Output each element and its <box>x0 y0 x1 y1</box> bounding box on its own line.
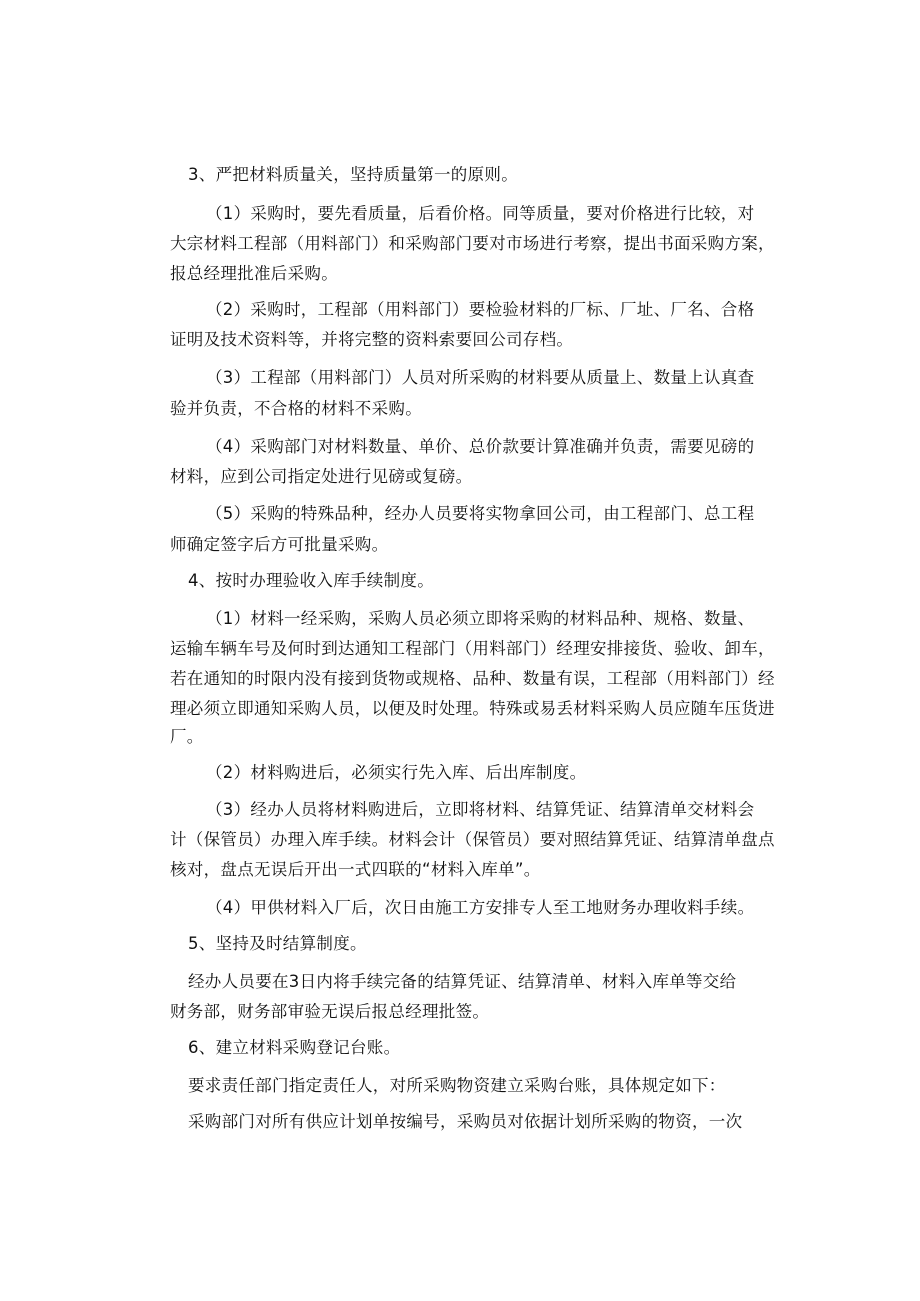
paragraph-4-1-line-4: 理必须立即通知采购人员，以便及时处理。特殊或易丢材料采购人员应随车压货进 <box>170 699 775 718</box>
paragraph-3-1-line-2: 大宗材料工程部（用料部门）和采购部门要对市场进行考察，提出书面采购方案， <box>170 234 775 253</box>
paragraph-4-4: （4）甲供材料入厂后，次日由施工方安排专人至工地财务办理收料手续。 <box>206 898 755 917</box>
paragraph-3-2-line-1: （2）采购时，工程部（用料部门）要检验材料的厂标、厂址、厂名、合格 <box>206 300 755 319</box>
heading-5: 5、坚持及时结算制度。 <box>188 934 367 953</box>
paragraph-3-5-line-2: 师确定签字后方可批量采购。 <box>170 535 389 554</box>
paragraph-3-3-line-1: （3）工程部（用料部门）人员对所采购的材料要从质量上、数量上认真查 <box>206 368 755 387</box>
paragraph-3-5-line-1: （5）采购的特殊品种，经办人员要将实物拿回公司，由工程部门、总工程 <box>206 504 755 523</box>
paragraph-6-line-2: 采购部门对所有供应计划单按编号，采购员对依据计划所采购的物资，一次 <box>188 1112 743 1131</box>
paragraph-4-3-line-3: 核对，盘点无误后开出一式四联的“材料入库单”。 <box>170 860 541 879</box>
paragraph-4-3-line-1: （3）经办人员将材料购进后，立即将材料、结算凭证、结算清单交材料会 <box>206 800 755 819</box>
paragraph-4-3-line-2: 计（保管员）办理入库手续。材料会计（保管员）要对照结算凭证、结算清单盘点 <box>170 830 775 849</box>
paragraph-5-line-1: 经办人员要在3日内将手续完备的结算凭证、结算清单、材料入库单等交给 <box>188 972 737 991</box>
paragraph-3-4-line-1: （4）采购部门对材料数量、单价、总价款要计算准确并负责，需要见磅的 <box>206 437 755 456</box>
paragraph-3-2-line-2: 证明及技术资料等，并将完整的资料索要回公司存档。 <box>170 330 574 349</box>
paragraph-3-1-line-1: （1）采购时，要先看质量，后看价格。同等质量，要对价格进行比较，对 <box>206 204 755 223</box>
paragraph-4-1-line-5: 厂。 <box>170 727 204 746</box>
heading-4: 4、按时办理验收入库手续制度。 <box>188 571 434 590</box>
heading-3: 3、严把材料质量关，坚持质量第一的原则。 <box>188 165 518 184</box>
paragraph-5-line-2: 财务部，财务部审验无误后报总经理批签。 <box>170 1002 490 1021</box>
paragraph-6-line-1: 要求责任部门指定责任人，对所采购物资建立采购台账，具体规定如下： <box>188 1076 726 1095</box>
paragraph-3-4-line-2: 材料，应到公司指定处进行见磅或复磅。 <box>170 467 473 486</box>
paragraph-3-1-line-3: 报总经理批准后采购。 <box>170 264 338 283</box>
paragraph-3-3-line-2: 验并负责，不合格的材料不采购。 <box>170 399 422 418</box>
paragraph-4-2: （2）材料购进后，必须实行先入库、后出库制度。 <box>206 763 587 782</box>
paragraph-4-1-line-2: 运输车辆车号及何时到达通知工程部门（用料部门）经理安排接货、验收、卸车， <box>170 639 775 658</box>
paragraph-4-1-line-1: （1）材料一经采购，采购人员必须立即将采购的材料品种、规格、数量、 <box>206 609 755 628</box>
heading-6: 6、建立材料采购登记台账。 <box>188 1038 401 1057</box>
paragraph-4-1-line-3: 若在通知的时限内没有接到货物或规格、品种、数量有误，工程部（用料部门）经 <box>170 669 775 688</box>
